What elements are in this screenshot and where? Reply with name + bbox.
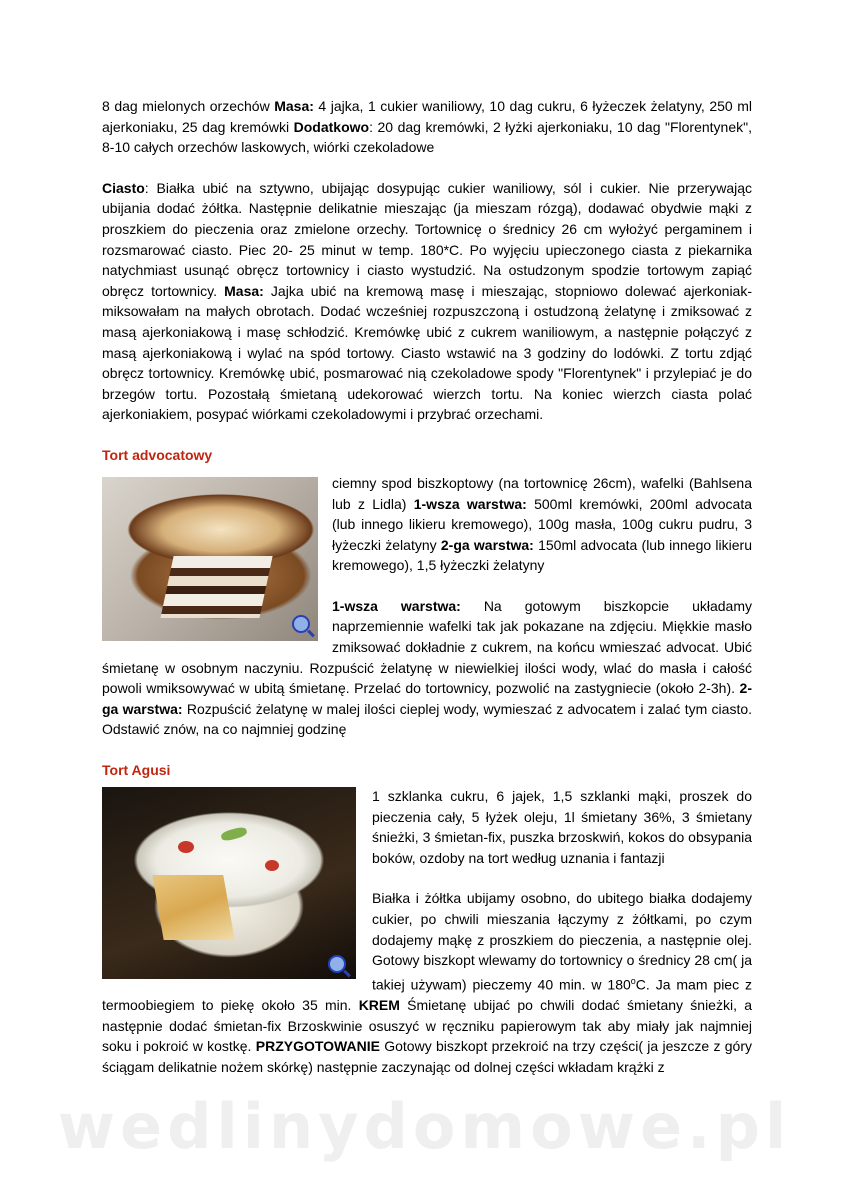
ingredients-intro: 8 dag mielonych orzechów: [102, 98, 270, 114]
section3-ingredients: 1 szklanka cukru, 6 jajek, 1,5 szklanki mąki, proszek do pieczenia cały, 5 łyżek oleju, 1l śmietany 36%, 3 śmietany śnieżki, 3 śmietan-fix, puszka brzoskwiń, kokos do obsypania boków, ozdoby na tort według uznania i fantazji: [372, 788, 752, 866]
warstwa2-method-text: Rozpuścić żelatynę w malej ilości cieplej wody, wymieszać z advocatem i zalać tym ciasto. Odstawić znów, na co najmniej godzinę: [102, 700, 753, 738]
ciasto-label: Ciasto: [102, 179, 145, 196]
photo-tort-advocatowy[interactable]: [102, 473, 318, 641]
przygotowanie-text: Gotowy biszkopt przekroić na trzy części( ja jeszcze z góry ściągam delikatnie nożem skórkę) następnie zaczynając od dolnej części wkładam krążki z: [102, 1038, 752, 1075]
krem-label: KREM: [358, 997, 400, 1014]
advocat-ingredients-intro: ciemny spod biszkoptowy (na tortownicę 26cm), wafelki (Bahlsena lub z Lidla): [332, 474, 752, 512]
ciasto-text: : Białka ubić na sztywno, ubijając dosypując cukier waniliowy, sól i cukier. Nie przerywając ubijania dodać żółtka. Następnie delikatnie mieszając (ja mieszam rózgą), dodawać obydwie mąki z proszkiem do pieczenia oraz zmielone orzechy. Tortownicę o średnicy 26 cm wyłożyć pergaminem i rozsmarować ciasto. Piec 20- 25 minut w temp. 180*C. Po wyjęciu upieczonego ciasta z piekarnika natychmiast usunąć obręcz tortownicy i ciasto wystudzić. Na ostudzonym spodzie tortowym zapiąć obręcz tortownicy.: [102, 179, 752, 299]
agusi-method-text1: Białka i żółtka ubijamy osobno, do ubitego białka dodajemy cukier, po chwili mieszania łączymy z żółtkami, po czym dodajemy mąkę z proszkiem do pieczenia, a następnie olej. Gotowy biszkopt wlewamy do tortownicy o średnicy 28 cm( ja takiej używam) pieczemy 40 min. w 180: [372, 890, 752, 993]
krem-text: Śmietanę ubijać po chwili dodać śmietany śnieżki, a następnie dodać śmietan-fix Brzoskwinie osuszyć w ręczniku papierowym tak aby miały jak najmniej soku i pokroić w kostkę.: [102, 997, 752, 1055]
photo-tort-agusi[interactable]: [102, 784, 356, 979]
warstwa1-label: 1-wsza warstwa:: [413, 495, 527, 512]
watermark: wedlinydomowe.pl: [57, 1090, 792, 1163]
przygotowanie-label: PRZYGOTOWANIE: [255, 1038, 380, 1055]
warstwa1-text: 500ml kremówki, 200ml advocata (lub innego likieru kremowego), 100g masła, 100g cukru pudru, 3 łyżeczki żelatyny: [332, 495, 752, 553]
dodatkowo-text: : 20 dag kremówki, 2 łyżki ajerkoniaku, 10 dag "Florentynek", 8-10 całych orzechów laskowych, wiórki czekoladowe: [102, 118, 752, 156]
warstwa1-method-label: 1-wsza warstwa:: [332, 597, 461, 614]
degree-sup: o: [630, 975, 636, 986]
section1-method: [102, 178, 752, 425]
warstwa2-text: 150ml advocata (lub innego likieru kremowego), 1,5 łyżeczki żelatyny: [332, 536, 752, 574]
masa-method-text: Jajka ubić na kremową masę i mieszając, stopniowo dolewać ajerkoniak- miksowałam na małych obrotach. Dodać wcześniej rozpuszczoną i ostudzoną żelatynę i zmiksować z masą ajerkoniakową i masę schłodzić. Kremówkę ubić z cukrem waniliowym, a następnie połączyć z masą ajerkoniakową i wylać na spód tortowy. Ciasto wstawić na 3 godziny do lodówki. Z tortu zdjąć obręcz tortownicy. Kremówkę ubić, posmarować nią czekoladowe spody "Florentynek" i przylepiać je do brzegów tortu. Pozostałą śmietaną udekorować wierzch tortu. Na koniec wierzch ciasta polać ajerkoniakiem, posypać wiórkami czekoladowymi i przybrać orzechami.: [102, 282, 753, 423]
zoom-icon[interactable]: [292, 615, 310, 633]
recipe-title-tort-agusi: Tort Agusi: [102, 762, 171, 779]
agusi-method-text2: C. Ja mam piec z termoobiegiem to piekę około 35 min.: [102, 976, 752, 1014]
masa-label: Masa:: [274, 98, 314, 114]
warstwa2-label: 2-ga warstwa:: [440, 536, 534, 553]
section1-ingredients: [102, 96, 752, 158]
warstwa1-method-text: Na gotowym biszkopcie układamy naprzemiennie wafelki tak jak pokazane na zdjęciu. Miękkie masło zmiksować dokładnie z cukrem, na końcu wmieszać advocat. Ubić śmietanę w osobnym naczyniu. Rozpuścić żelatynę w niewielkiej ilości wody, wlać do masła i całość powoli wmiksowywać w ubitą śmietanę. Przelać do tortownicy, pozwolić na zastygniecie (około 2-3h).: [102, 597, 752, 697]
dodatkowo-label: Dodatkowo: [293, 118, 370, 135]
document-page: [102, 96, 752, 1077]
warstwa2-method-label: 2-ga warstwa:: [102, 680, 752, 717]
masa-method-label: Masa:: [224, 282, 264, 299]
zoom-icon[interactable]: [328, 955, 346, 973]
masa-text: 4 jajka, 1 cukier waniliowy, 10 dag cukru, 6 łyżeczek żelatyny, 250 ml ajerkoniaku, 25 dag kremówki: [102, 98, 752, 135]
recipe-title-tort-advocatowy: Tort advocatowy: [102, 446, 213, 463]
